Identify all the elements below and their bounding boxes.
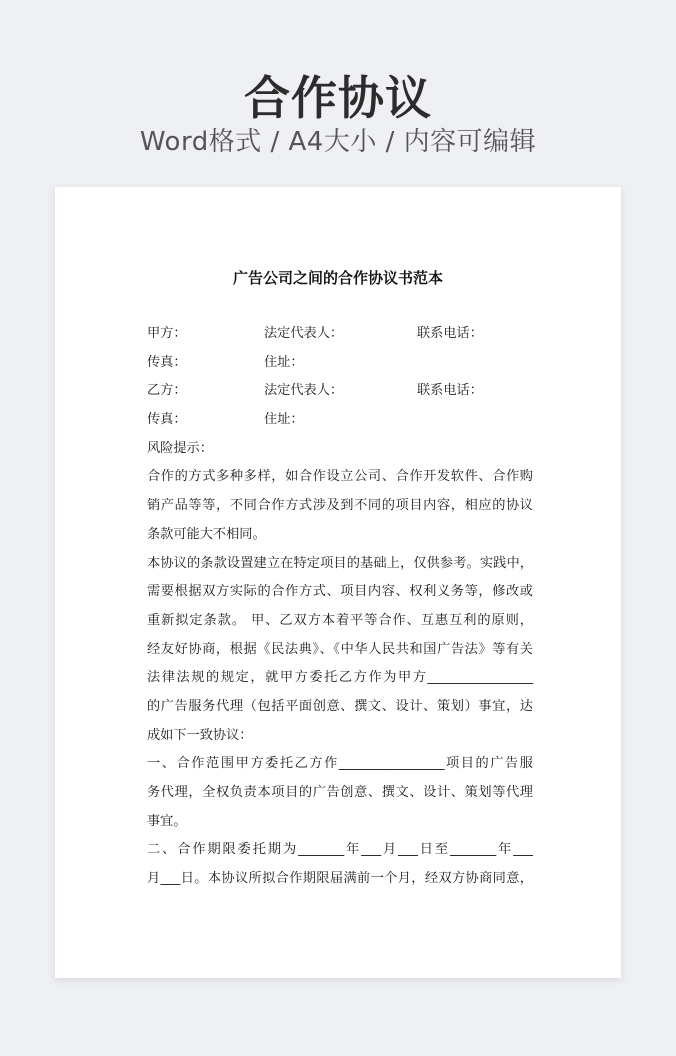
page-subtitle: Word格式 / A4大小 / 内容可编辑 (139, 127, 537, 157)
text-line: 的广告服务代理（包括平面创意、撰文、设计、策划）事宜，达 (147, 698, 533, 714)
text-line: 务代理，全权负责本项目的广告创意、撰文、设计、策划等代理 (147, 785, 533, 800)
address-label: 住址： (264, 412, 304, 428)
text-line: 事宜。 (147, 813, 187, 829)
phone-label: 联系电话： (417, 383, 483, 399)
document-body (147, 320, 533, 894)
phone-label: 联系电话： (417, 326, 483, 341)
party-a-label: 甲方： (147, 326, 187, 341)
page-title: 合作协议 (244, 71, 432, 125)
address-label: 住址： (264, 354, 304, 370)
party-row (147, 349, 533, 378)
text-line: 法律法规的规定，就甲方委托乙方作为甲方________________ (147, 670, 533, 686)
party-row (147, 406, 533, 435)
text-line: 月___日。本协议所拟合作期限届满前一个月，经双方协商同意， (147, 871, 533, 887)
text-line: 重新拟定条款。 甲、乙双方本着平等合作、互惠互利的原则， (147, 612, 533, 628)
text-line: 本协议的条款设置建立在特定项目的基础上，仅供参考。实践中， (147, 555, 533, 571)
text-line: 合作的方式多种多样，如合作设立公司、合作开发软件、合作购 (147, 469, 533, 485)
text-line: 销产品等等，不同合作方式涉及到不同的项目内容，相应的协议 (147, 498, 533, 514)
party-row (147, 377, 533, 406)
legal-rep-label: 法定代表人： (264, 383, 344, 399)
text-line: 一、合作范围甲方委托乙方作________________项目的广告服 (147, 756, 533, 772)
text-line: 成如下一致协议： (147, 727, 253, 743)
text-line: 经友好协商，根据《民法典》、《中华人民共和国广告法》等有关 (147, 641, 533, 657)
text-line: 需要根据双方实际的合作方式、项目内容、权利义务等，修改或 (147, 584, 533, 600)
fax-label: 传真： (147, 412, 187, 428)
party-b-label: 乙方： (147, 383, 187, 399)
fax-label: 传真： (147, 354, 187, 370)
party-row (147, 320, 533, 349)
document-title: 广告公司之间的合作协议书范本 (232, 269, 443, 287)
text-line: 风险提示： (147, 440, 213, 456)
legal-rep-label: 法定代表人： (264, 326, 344, 341)
document-page (55, 187, 621, 978)
text-line: 二、合作期限委托期为_______年___月___日至_______年___ (147, 842, 533, 858)
text-line: 条款可能大不相同。 (147, 526, 266, 542)
